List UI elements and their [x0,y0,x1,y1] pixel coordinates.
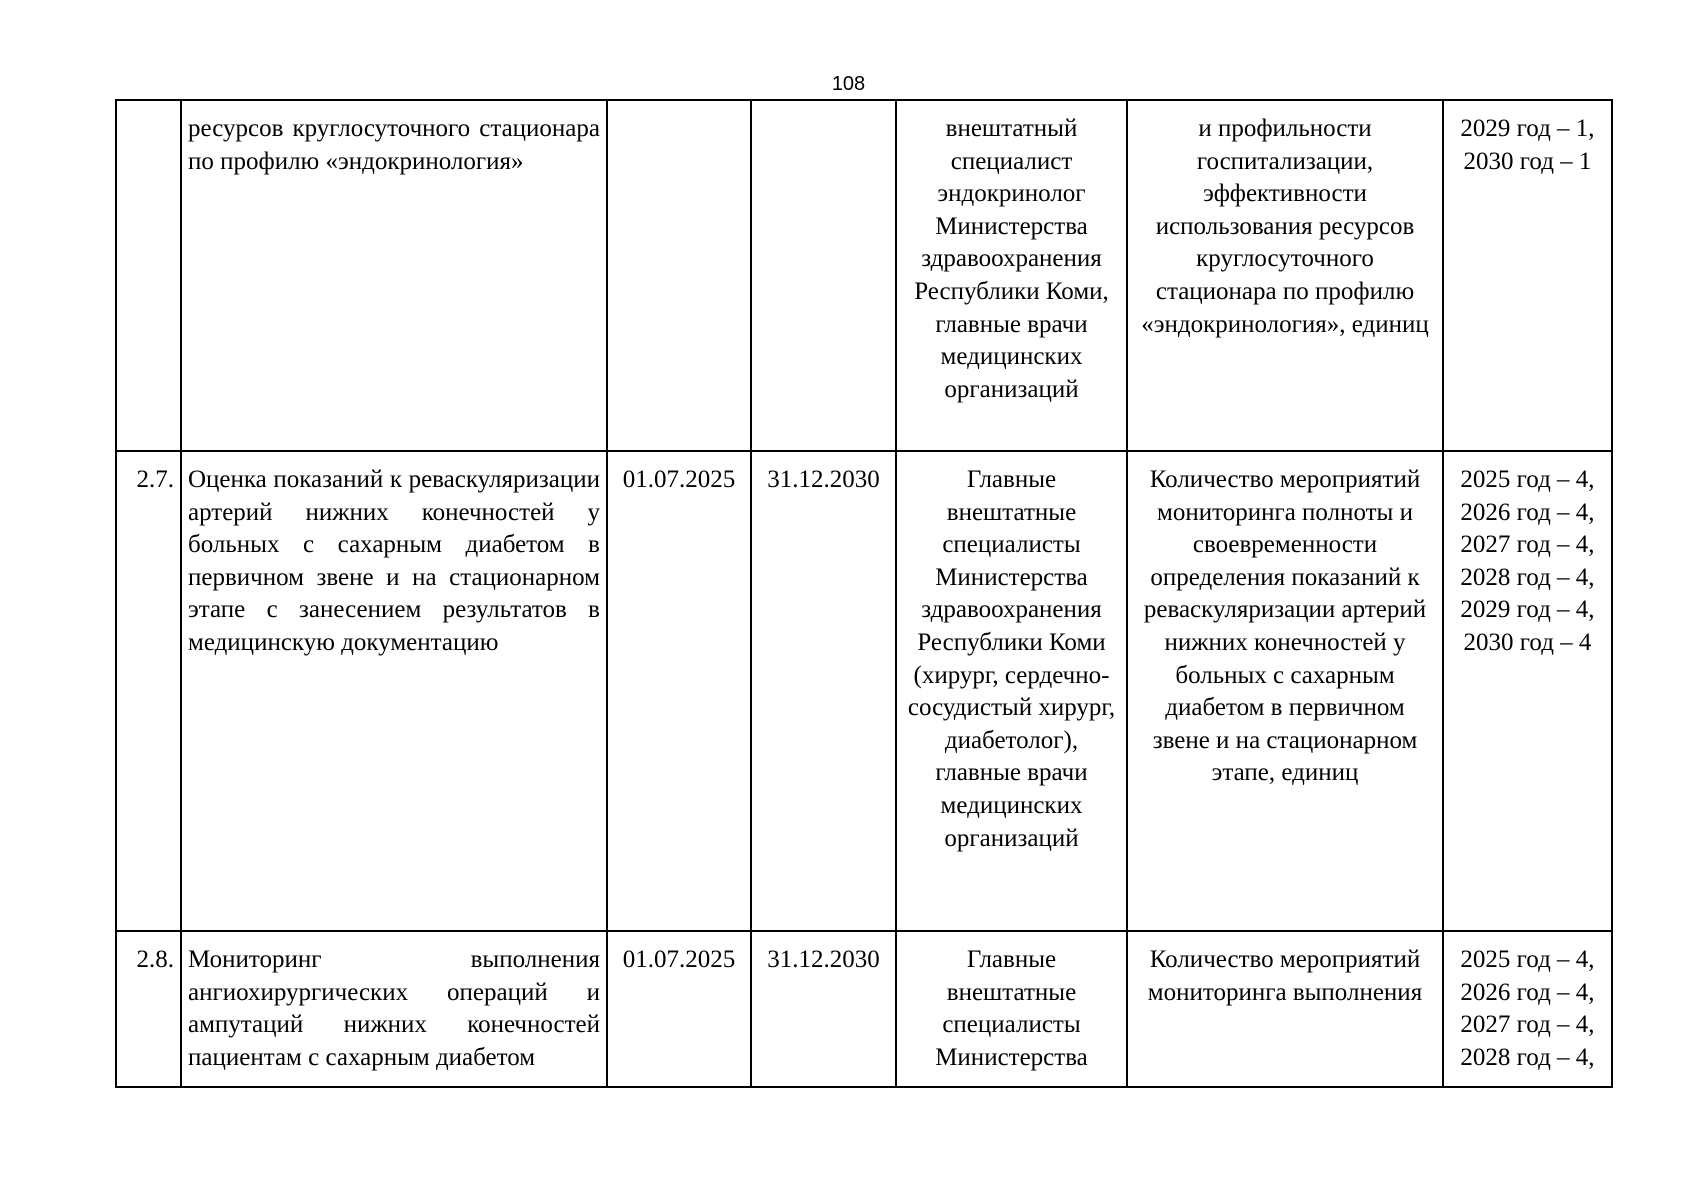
responsible-executors: внештатный специалист эндокринолог Министерства здравоохранения Республики Коми, главные врачи медицинских организаций [896,100,1127,451]
page-number: 108 [831,73,866,95]
row-number [116,100,181,451]
end-date: 31.12.2030 [751,931,896,1087]
end-date: 31.12.2030 [751,451,896,931]
responsible-executors: Главные внештатные специалисты Министерства здравоохранения Республики Коми (хирург, сердечно-сосудистый хирург, диабетолог), главные врачи медицинских организаций [896,451,1127,931]
activity-description: Мониторинг выполнения ангиохирургических операций и ампутаций нижних конечностей пациентам с сахарным диабетом [181,931,607,1087]
target-values [1443,931,1612,1087]
indicator: Количество мероприятий мониторинга выполнения [1127,931,1443,1087]
table-row [116,451,1612,931]
start-date: 01.07.2025 [607,931,751,1087]
table-row [116,931,1612,1087]
target-values-text: 2025 год – 4, 2026 год – 4, 2027 год – 4, 2028 год – 4, 2029 год – 4, 2030 год – 4 [1460,466,1595,656]
activity-description: Оценка показаний к реваскуляризации артерий нижних конечностей у больных с сахарным диабетом в первичном звене и на стационарном этапе с занесением результатов в медицинскую документацию [181,451,607,931]
start-date: 01.07.2025 [607,451,751,931]
target-values [1443,451,1612,931]
row-number: 2.8. [116,931,181,1087]
activity-description: ресурсов круглосуточного стационара по профилю «эндокринология» [181,100,607,451]
target-values-text: 2029 год – 1, 2030 год – 1 [1460,115,1595,175]
indicator: Количество мероприятий мониторинга полноты и своевременности определения показаний к реваскуляризации артерий нижних конечностей у больных с сахарным диабетом в первичном звене и на стационарном этапе, единиц [1127,451,1443,931]
target-values-text: 2025 год – 4, 2026 год – 4, 2027 год – 4, 2028 год – 4, [1460,946,1595,1071]
responsible-executors: Главные внештатные специалисты Министерства [896,931,1127,1087]
row-number: 2.7. [116,451,181,931]
indicator: и профильности госпитализации, эффективности использования ресурсов круглосуточного стационара по профилю «эндокринология», единиц [1127,100,1443,451]
target-values [1443,100,1612,451]
activities-table [115,99,1613,1088]
end-date [751,100,896,451]
start-date [607,100,751,451]
table-row [116,100,1612,451]
